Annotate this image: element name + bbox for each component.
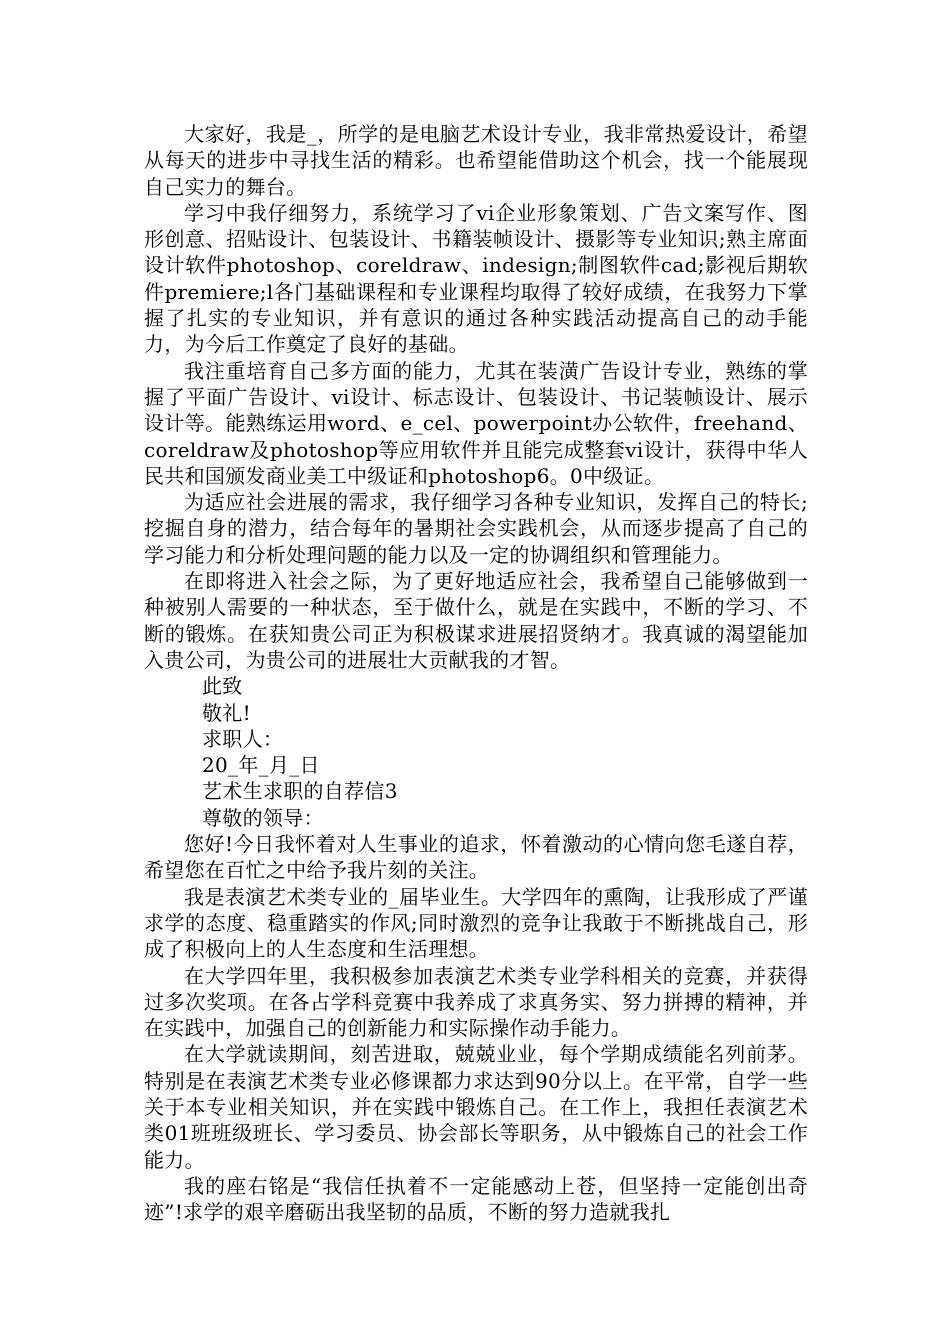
paragraph-study: 学习中我仔细努力，系统学习了vi企业形象策划、广告文案写作、图形创意、招贴设计、包装设计、书籍装帧设计、摄影等专业知识;熟主席面设计软件photoshop、coreldraw、indesign;制图软件cad;影视后期软件premiere;l各门基础课程和专业课程均取得了较好成绩，在我努力下掌握了扎实的专业知识，并有意识的通过各种实践活动提高自己的动手能力，为今后工作奠定了良好的基础。 [144, 200, 808, 357]
letter3-paragraph-graduate: 我是表演艺术类专业的_届毕业生。大学四年的熏陶，让我形成了严谨求学的态度、稳重踏实的作风;同时激烈的竞争让我敢于不断挑战自己，形成了积极向上的人生态度和生活理想。 [144, 884, 808, 962]
closing-regards: 此致 [202, 674, 243, 699]
paragraph-abilities: 我注重培育自己多方面的能力，尤其在装潢广告设计专业，熟练的掌握了平面广告设计、vi设计、标志设计、包装设计、书记装帧设计、展示设计等。能熟练运用word、e_cel、powerpoint办公软件，freehand、coreldraw及photoshop等应用软件并且能完成整套vi设计，获得中华人民共和国颁发商业美工中级证和photoshop6。0中级证。 [144, 358, 808, 488]
paragraph-aspiration: 在即将进入社会之际，为了更好地适应社会，我希望自己能够做到一种被别人需要的一种状态，至于做什么，就是在实践中，不断的学习、不断的锻炼。在获知贵公司正为积极谋求进展招贤纳才。我真诚的渴望能加入贵公司，为贵公司的进展壮大贡献我的才智。 [144, 569, 808, 672]
closing-date: 20_年_月_日 [202, 753, 320, 778]
closing-salute: 敬礼! [202, 700, 251, 725]
letter3-paragraph-hello: 您好!今日我怀着对人生事业的追求，怀着激动的心情向您毛遂自荐，希望您在百忙之中给予我片刻的关注。 [144, 832, 808, 883]
letter3-paragraph-competitions: 在大学四年里，我积极参加表演艺术类专业学科相关的竞赛，并获得过多次奖项。在各占学科竞赛中我养成了求真务实、努力拼搏的精神，并在实践中，加强自己的创新能力和实际操作动手能力。 [144, 963, 808, 1041]
paragraph-intro: 大家好，我是_，所学的是电脑艺术设计专业，我非常热爱设计，希望从每天的进步中寻找生活的精彩。也希望能借助这个机会，找一个能展现自己实力的舞台。 [144, 122, 808, 199]
closing-applicant: 求职人： [202, 726, 284, 751]
letter3-title: 艺术生求职的自荐信3 [202, 779, 398, 804]
letter3-paragraph-academics: 在大学就读期间，刻苦进取，兢兢业业，每个学期成绩能名列前茅。特别是在表演艺术类专业必修课都力求达到90分以上。在平常，自学一些关于本专业相关知识，并在实践中锻炼自己。在工作上，我担任表演艺术类01班班级班长、学习委员、协会部长等职务，从中锻炼自己的社会工作能力。 [144, 1042, 808, 1172]
letter3-paragraph-motto: 我的座右铭是“我信任执着不一定能感动上苍，但坚持一定能创出奇迹”!求学的艰辛磨砺出我坚韧的品质，不断的努力造就我扎 [144, 1173, 808, 1225]
document-body [144, 121, 808, 1225]
paragraph-social-needs: 为适应社会进展的需求，我仔细学习各种专业知识，发挥自己的特长;挖掘自身的潜力，结合每年的暑期社会实践机会，从而逐步提高了自己的学习能力和分析处理问题的能力以及一定的协调组织和管理能力。 [144, 490, 808, 567]
letter3-greeting: 尊敬的领导： [202, 805, 324, 830]
